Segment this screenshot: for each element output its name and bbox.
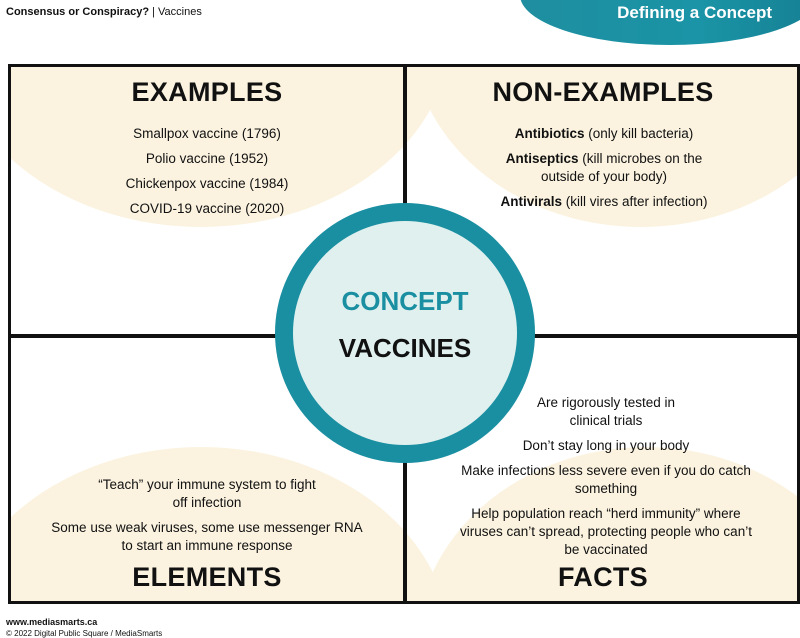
document-header: [6, 6, 202, 18]
footer-url: www.mediasmarts.ca: [6, 617, 98, 627]
list-item: Help population reach “herd immunity” where viruses can’t spread, protecting people who can’t be vaccinated: [460, 506, 752, 557]
document-title: Consensus or Conspiracy?: [6, 6, 150, 18]
list-item: [473, 125, 735, 143]
list-item: Some use weak viruses, some use messenger RNA to start an immune response: [51, 520, 363, 553]
list-item: [473, 193, 735, 211]
examples-heading: EXAMPLES: [131, 77, 283, 107]
concept-circle-inner: [293, 221, 517, 445]
concept-value: VACCINES: [338, 333, 472, 363]
concept-circle: [275, 203, 535, 463]
term-description: (only kill bacteria): [584, 126, 694, 141]
term-description: (kill microbes on the outside of your body): [540, 151, 703, 184]
footer-copyright: © 2022 Digital Public Square / MediaSmarts: [6, 629, 163, 638]
banner-title: Defining a Concept: [617, 3, 772, 22]
term: Antivirals: [500, 194, 562, 209]
term-description: (kill vires after infection): [561, 194, 708, 209]
list-item: Are rigorously tested in clinical trials: [536, 395, 676, 428]
concept-label: CONCEPT: [341, 286, 469, 316]
document-subtitle: Vaccines: [158, 6, 202, 18]
list-item: [473, 150, 735, 186]
non-examples-heading: NON-EXAMPLES: [492, 77, 714, 107]
list-item: Polio vaccine (1952): [145, 151, 269, 166]
list-item: Chickenpox vaccine (1984): [125, 176, 289, 191]
elements-heading: ELEMENTS: [132, 562, 282, 592]
list-item: COVID-19 vaccine (2020): [129, 201, 285, 216]
header-separator: |: [149, 6, 159, 18]
facts-heading: FACTS: [557, 562, 648, 592]
frayer-model-frame: [8, 64, 800, 604]
non-examples-list: [473, 125, 735, 218]
list-item: “Teach” your immune system to fight off infection: [98, 477, 316, 510]
list-item: Make infections less severe even if you do catch something: [461, 463, 751, 496]
list-item: Smallpox vaccine (1796): [133, 126, 281, 141]
elements-list: [51, 476, 363, 562]
list-item: Don’t stay long in your body: [522, 438, 690, 453]
term: Antibiotics: [514, 126, 585, 141]
term: Antiseptics: [505, 151, 579, 166]
examples-list: [71, 125, 343, 225]
